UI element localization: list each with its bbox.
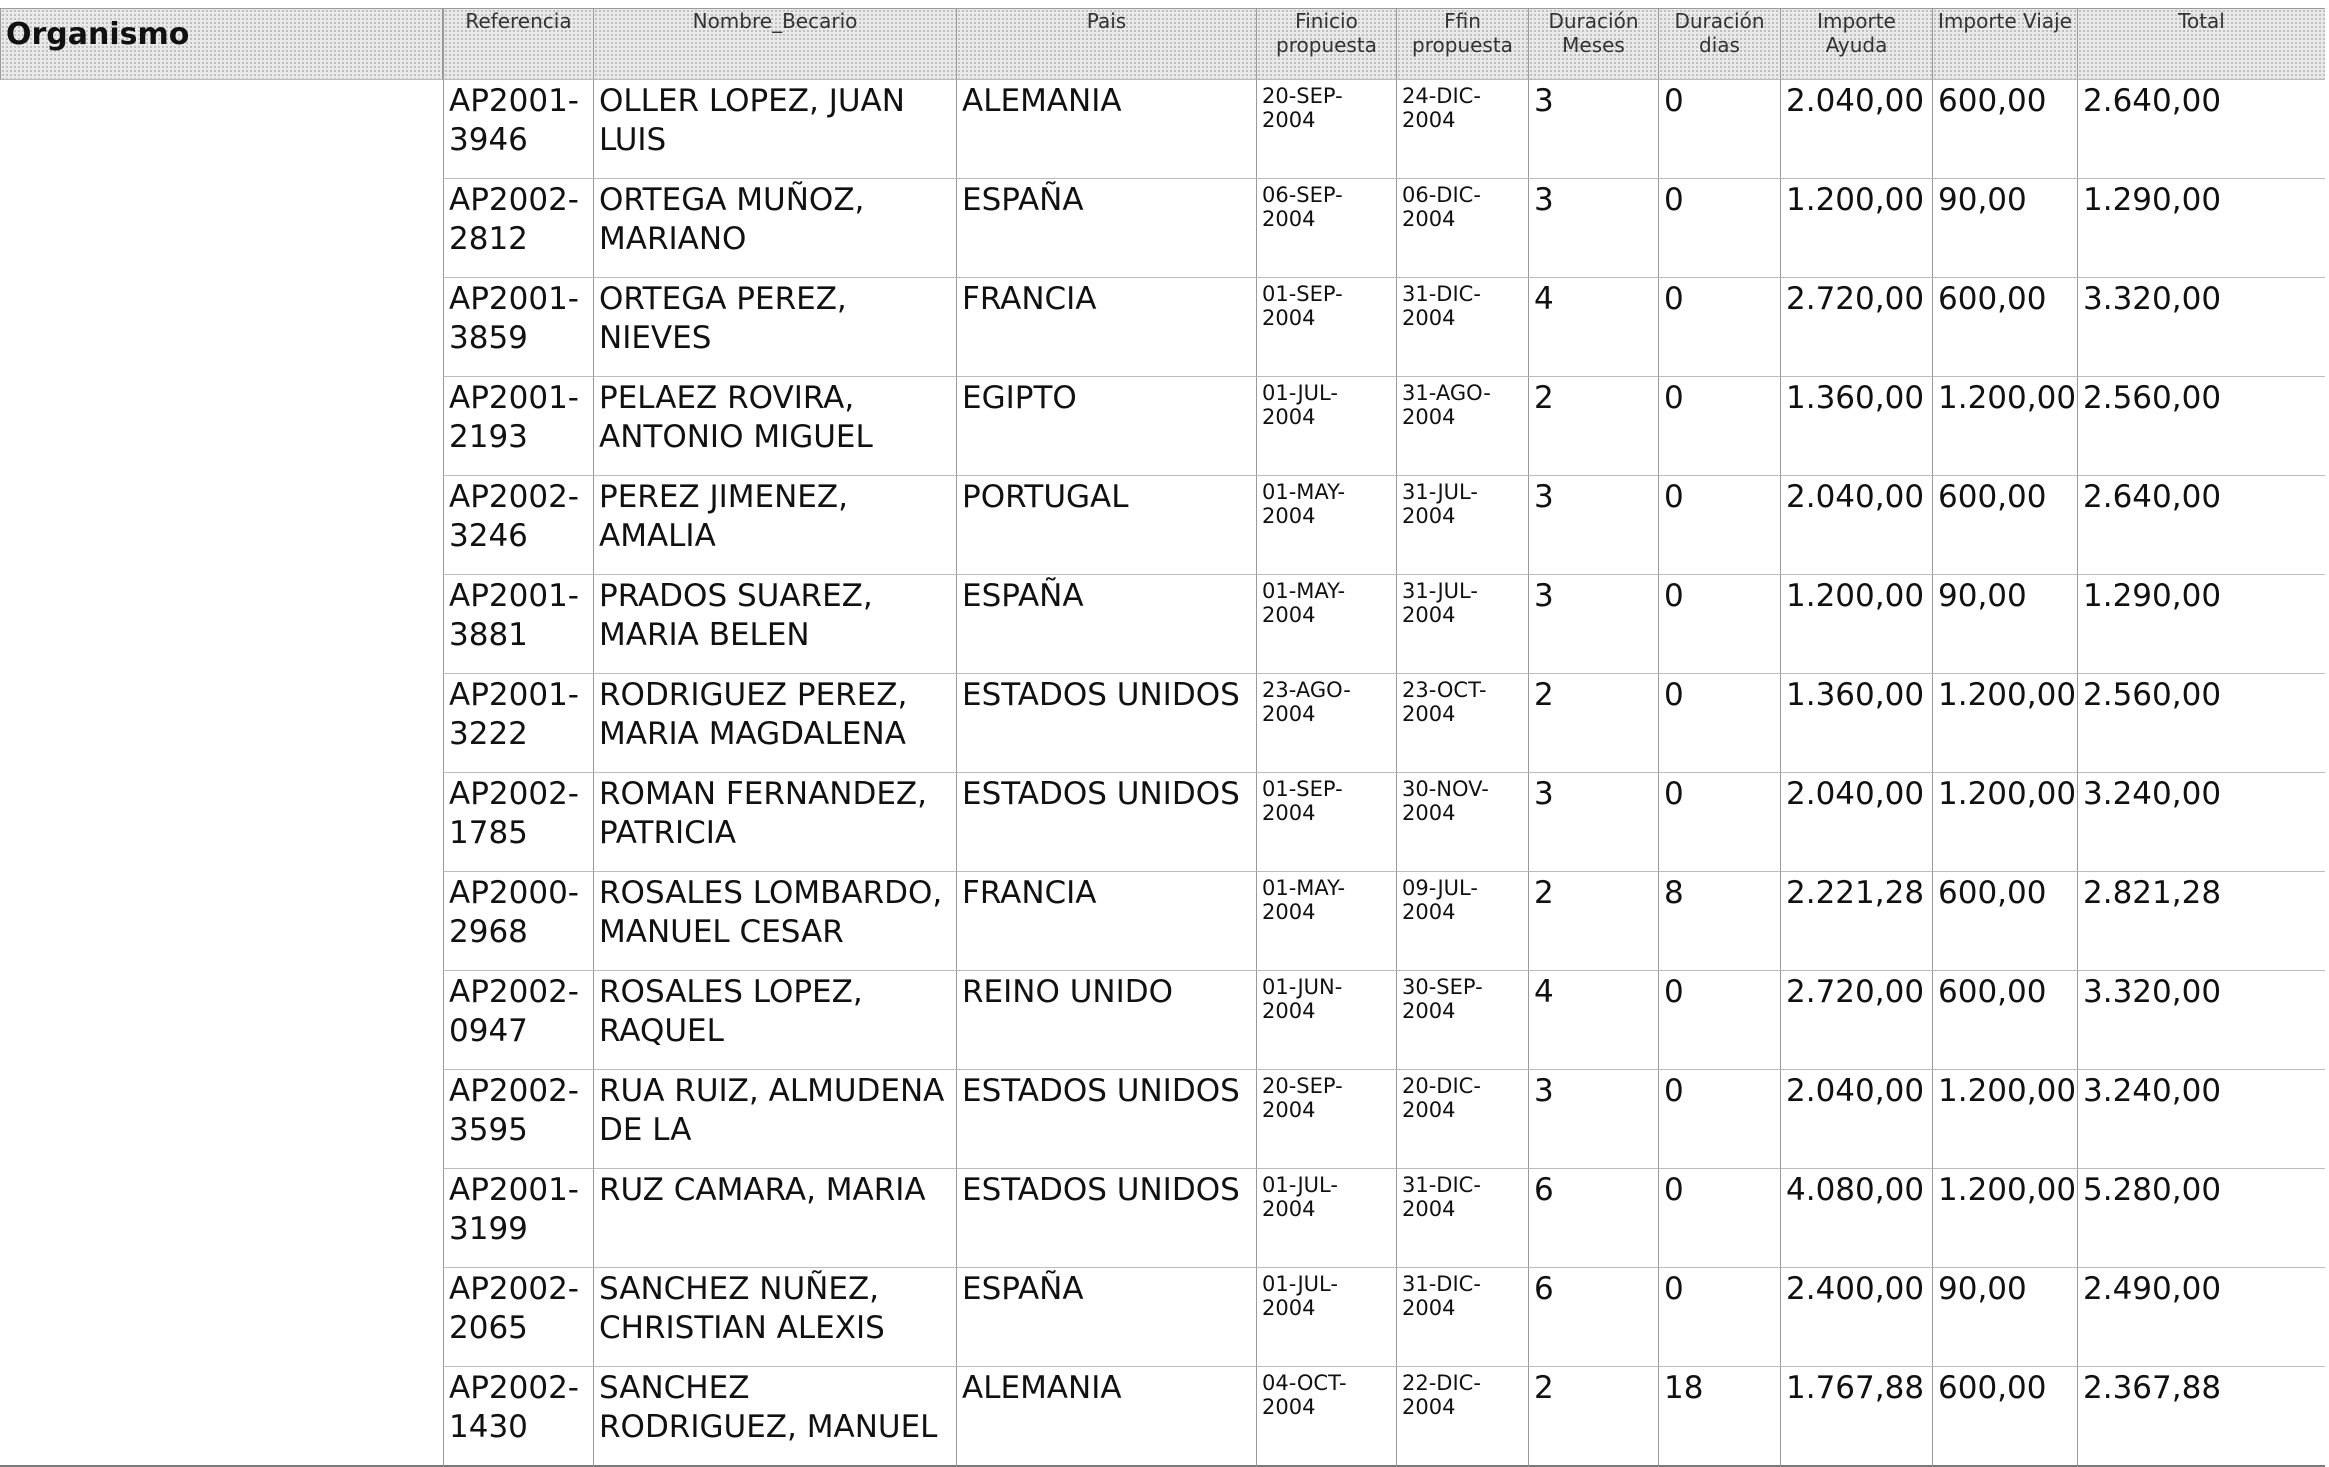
cell-organismo: [0, 773, 443, 872]
col-header-nombre-becario: Nombre_Becario: [593, 8, 956, 80]
cell-ffin: 20-DIC-2004: [1396, 1070, 1528, 1169]
cell-duracion-dias: 0: [1658, 1169, 1780, 1268]
cell-ffin: 31-AGO-2004: [1396, 377, 1528, 476]
cell-organismo: [0, 476, 443, 575]
cell-pais: ESPAÑA: [956, 179, 1256, 278]
becarios-table: [0, 8, 2325, 1467]
cell-total: 3.240,00: [2077, 1070, 2325, 1169]
cell-ffin: 31-JUL-2004: [1396, 575, 1528, 674]
cell-organismo: [0, 1070, 443, 1169]
cell-nombre-becario: RODRIGUEZ PEREZ, MARIA MAGDALENA: [593, 674, 956, 773]
cell-referencia: AP2002-3246: [443, 476, 593, 575]
cell-organismo: [0, 1367, 443, 1467]
cell-total: 3.320,00: [2077, 971, 2325, 1070]
cell-total: 2.640,00: [2077, 80, 2325, 179]
cell-finicio: 01-MAY-2004: [1256, 476, 1396, 575]
cell-duracion-meses: 4: [1528, 971, 1658, 1070]
cell-finicio: 01-SEP-2004: [1256, 278, 1396, 377]
cell-ffin: 06-DIC-2004: [1396, 179, 1528, 278]
cell-pais: ESTADOS UNIDOS: [956, 773, 1256, 872]
cell-duracion-dias: 0: [1658, 377, 1780, 476]
cell-importe-viaje: 600,00: [1932, 872, 2077, 971]
cell-importe-ayuda: 2.040,00: [1780, 476, 1932, 575]
table-row: [0, 773, 2325, 872]
cell-ffin: 09-JUL-2004: [1396, 872, 1528, 971]
cell-referencia: AP2001-3859: [443, 278, 593, 377]
cell-pais: REINO UNIDO: [956, 971, 1256, 1070]
table-row: [0, 575, 2325, 674]
cell-total: 3.240,00: [2077, 773, 2325, 872]
cell-total: 1.290,00: [2077, 179, 2325, 278]
cell-pais: ALEMANIA: [956, 1367, 1256, 1467]
cell-nombre-becario: ORTEGA PEREZ, NIEVES: [593, 278, 956, 377]
cell-duracion-dias: 8: [1658, 872, 1780, 971]
table-row: [0, 179, 2325, 278]
cell-importe-ayuda: 2.720,00: [1780, 971, 1932, 1070]
cell-importe-viaje: 90,00: [1932, 1268, 2077, 1367]
cell-importe-viaje: 1.200,00: [1932, 674, 2077, 773]
col-header-duracion-meses: Duración Meses: [1528, 8, 1658, 80]
cell-nombre-becario: SANCHEZ NUÑEZ, CHRISTIAN ALEXIS: [593, 1268, 956, 1367]
table-row: [0, 971, 2325, 1070]
col-header-importe-ayuda: Importe Ayuda: [1780, 8, 1932, 80]
table-row: [0, 476, 2325, 575]
cell-nombre-becario: SANCHEZ RODRIGUEZ, MANUEL: [593, 1367, 956, 1467]
cell-duracion-meses: 4: [1528, 278, 1658, 377]
cell-finicio: 06-SEP-2004: [1256, 179, 1396, 278]
cell-importe-ayuda: 2.040,00: [1780, 1070, 1932, 1169]
cell-referencia: AP2001-3199: [443, 1169, 593, 1268]
table-row: [0, 80, 2325, 179]
cell-ffin: 30-NOV-2004: [1396, 773, 1528, 872]
cell-nombre-becario: RUZ CAMARA, MARIA: [593, 1169, 956, 1268]
cell-pais: FRANCIA: [956, 872, 1256, 971]
col-header-referencia: Referencia: [443, 8, 593, 80]
cell-importe-ayuda: 2.400,00: [1780, 1268, 1932, 1367]
cell-importe-viaje: 90,00: [1932, 575, 2077, 674]
cell-referencia: AP2001-3881: [443, 575, 593, 674]
cell-referencia: AP2001-2193: [443, 377, 593, 476]
cell-organismo: [0, 179, 443, 278]
cell-finicio: 01-SEP-2004: [1256, 773, 1396, 872]
cell-total: 2.560,00: [2077, 377, 2325, 476]
cell-importe-viaje: 1.200,00: [1932, 1169, 2077, 1268]
cell-total: 2.367,88: [2077, 1367, 2325, 1467]
cell-ffin: 22-DIC-2004: [1396, 1367, 1528, 1467]
table-row: [0, 1268, 2325, 1367]
table-row: [0, 377, 2325, 476]
cell-importe-viaje: 600,00: [1932, 476, 2077, 575]
cell-total: 2.490,00: [2077, 1268, 2325, 1367]
cell-pais: ALEMANIA: [956, 80, 1256, 179]
table-row: [0, 872, 2325, 971]
cell-importe-viaje: 600,00: [1932, 278, 2077, 377]
cell-duracion-dias: 0: [1658, 179, 1780, 278]
cell-pais: ESTADOS UNIDOS: [956, 674, 1256, 773]
cell-duracion-meses: 3: [1528, 179, 1658, 278]
cell-finicio: 01-JUL-2004: [1256, 1268, 1396, 1367]
cell-organismo: [0, 575, 443, 674]
cell-nombre-becario: PEREZ JIMENEZ, AMALIA: [593, 476, 956, 575]
table-row: [0, 674, 2325, 773]
col-header-total: Total: [2077, 8, 2325, 80]
cell-finicio: 23-AGO-2004: [1256, 674, 1396, 773]
cell-organismo: [0, 872, 443, 971]
cell-total: 2.560,00: [2077, 674, 2325, 773]
col-header-pais: Pais: [956, 8, 1256, 80]
cell-importe-ayuda: 1.200,00: [1780, 179, 1932, 278]
cell-total: 1.290,00: [2077, 575, 2325, 674]
cell-importe-ayuda: 1.200,00: [1780, 575, 1932, 674]
cell-finicio: 20-SEP-2004: [1256, 80, 1396, 179]
cell-ffin: 31-JUL-2004: [1396, 476, 1528, 575]
cell-importe-ayuda: 2.221,28: [1780, 872, 1932, 971]
cell-referencia: AP2002-2065: [443, 1268, 593, 1367]
table-row: [0, 1169, 2325, 1268]
cell-duracion-meses: 6: [1528, 1169, 1658, 1268]
cell-importe-ayuda: 1.767,88: [1780, 1367, 1932, 1467]
table-row: [0, 1070, 2325, 1169]
cell-importe-ayuda: 2.040,00: [1780, 773, 1932, 872]
col-header-organismo: Organismo: [0, 8, 443, 80]
cell-nombre-becario: OLLER LOPEZ, JUAN LUIS: [593, 80, 956, 179]
cell-importe-viaje: 1.200,00: [1932, 377, 2077, 476]
cell-nombre-becario: PELAEZ ROVIRA, ANTONIO MIGUEL: [593, 377, 956, 476]
cell-organismo: [0, 377, 443, 476]
col-header-duracion-dias: Duración dias: [1658, 8, 1780, 80]
cell-ffin: 31-DIC-2004: [1396, 278, 1528, 377]
cell-pais: PORTUGAL: [956, 476, 1256, 575]
cell-referencia: AP2002-1785: [443, 773, 593, 872]
cell-duracion-dias: 0: [1658, 674, 1780, 773]
cell-pais: ESTADOS UNIDOS: [956, 1070, 1256, 1169]
cell-finicio: 01-MAY-2004: [1256, 872, 1396, 971]
cell-duracion-dias: 0: [1658, 476, 1780, 575]
cell-pais: EGIPTO: [956, 377, 1256, 476]
cell-referencia: AP2002-2812: [443, 179, 593, 278]
cell-pais: ESPAÑA: [956, 575, 1256, 674]
cell-organismo: [0, 674, 443, 773]
cell-duracion-dias: 0: [1658, 773, 1780, 872]
cell-organismo: [0, 1268, 443, 1367]
cell-duracion-meses: 6: [1528, 1268, 1658, 1367]
col-header-ffin: Ffin propuesta: [1396, 8, 1528, 80]
cell-duracion-dias: 18: [1658, 1367, 1780, 1467]
cell-pais: ESTADOS UNIDOS: [956, 1169, 1256, 1268]
cell-referencia: AP2002-0947: [443, 971, 593, 1070]
cell-importe-ayuda: 1.360,00: [1780, 674, 1932, 773]
cell-organismo: [0, 971, 443, 1070]
cell-ffin: 30-SEP-2004: [1396, 971, 1528, 1070]
cell-referencia: AP2001-3946: [443, 80, 593, 179]
cell-importe-ayuda: 4.080,00: [1780, 1169, 1932, 1268]
cell-nombre-becario: ROMAN FERNANDEZ, PATRICIA: [593, 773, 956, 872]
col-header-importe-viaje: Importe Viaje: [1932, 8, 2077, 80]
cell-nombre-becario: PRADOS SUAREZ, MARIA BELEN: [593, 575, 956, 674]
cell-finicio: 01-JUL-2004: [1256, 377, 1396, 476]
cell-ffin: 31-DIC-2004: [1396, 1169, 1528, 1268]
cell-finicio: 01-MAY-2004: [1256, 575, 1396, 674]
cell-organismo: [0, 80, 443, 179]
cell-nombre-becario: ORTEGA MUÑOZ, MARIANO: [593, 179, 956, 278]
cell-duracion-meses: 2: [1528, 674, 1658, 773]
cell-duracion-meses: 3: [1528, 575, 1658, 674]
cell-duracion-dias: 0: [1658, 80, 1780, 179]
cell-total: 5.280,00: [2077, 1169, 2325, 1268]
cell-duracion-meses: 2: [1528, 377, 1658, 476]
cell-nombre-becario: ROSALES LOPEZ, RAQUEL: [593, 971, 956, 1070]
cell-pais: FRANCIA: [956, 278, 1256, 377]
cell-importe-viaje: 1.200,00: [1932, 1070, 2077, 1169]
cell-total: 2.821,28: [2077, 872, 2325, 971]
cell-referencia: AP2000-2968: [443, 872, 593, 971]
cell-referencia: AP2001-3222: [443, 674, 593, 773]
cell-duracion-meses: 3: [1528, 1070, 1658, 1169]
cell-nombre-becario: RUA RUIZ, ALMUDENA DE LA: [593, 1070, 956, 1169]
cell-importe-viaje: 1.200,00: [1932, 773, 2077, 872]
col-header-finicio: Finicio propuesta: [1256, 8, 1396, 80]
cell-importe-ayuda: 2.040,00: [1780, 80, 1932, 179]
cell-duracion-meses: 3: [1528, 80, 1658, 179]
cell-finicio: 01-JUL-2004: [1256, 1169, 1396, 1268]
cell-duracion-dias: 0: [1658, 971, 1780, 1070]
table-row: [0, 1367, 2325, 1467]
cell-duracion-meses: 3: [1528, 773, 1658, 872]
cell-duracion-meses: 2: [1528, 872, 1658, 971]
table-row: [0, 278, 2325, 377]
cell-duracion-dias: 0: [1658, 1070, 1780, 1169]
cell-duracion-dias: 0: [1658, 575, 1780, 674]
cell-importe-viaje: 600,00: [1932, 971, 2077, 1070]
cell-ffin: 24-DIC-2004: [1396, 80, 1528, 179]
cell-importe-viaje: 600,00: [1932, 1367, 2077, 1467]
cell-importe-ayuda: 1.360,00: [1780, 377, 1932, 476]
cell-total: 3.320,00: [2077, 278, 2325, 377]
cell-total: 2.640,00: [2077, 476, 2325, 575]
cell-nombre-becario: ROSALES LOMBARDO, MANUEL CESAR: [593, 872, 956, 971]
cell-ffin: 31-DIC-2004: [1396, 1268, 1528, 1367]
cell-organismo: [0, 1169, 443, 1268]
cell-importe-viaje: 600,00: [1932, 80, 2077, 179]
cell-duracion-dias: 0: [1658, 278, 1780, 377]
header-row: [0, 8, 2325, 80]
cell-importe-viaje: 90,00: [1932, 179, 2077, 278]
cell-duracion-meses: 2: [1528, 1367, 1658, 1467]
cell-importe-ayuda: 2.720,00: [1780, 278, 1932, 377]
cell-pais: ESPAÑA: [956, 1268, 1256, 1367]
cell-finicio: 20-SEP-2004: [1256, 1070, 1396, 1169]
cell-duracion-meses: 3: [1528, 476, 1658, 575]
cell-referencia: AP2002-3595: [443, 1070, 593, 1169]
cell-finicio: 04-OCT-2004: [1256, 1367, 1396, 1467]
cell-finicio: 01-JUN-2004: [1256, 971, 1396, 1070]
cell-ffin: 23-OCT-2004: [1396, 674, 1528, 773]
cell-organismo: [0, 278, 443, 377]
cell-referencia: AP2002-1430: [443, 1367, 593, 1467]
cell-duracion-dias: 0: [1658, 1268, 1780, 1367]
